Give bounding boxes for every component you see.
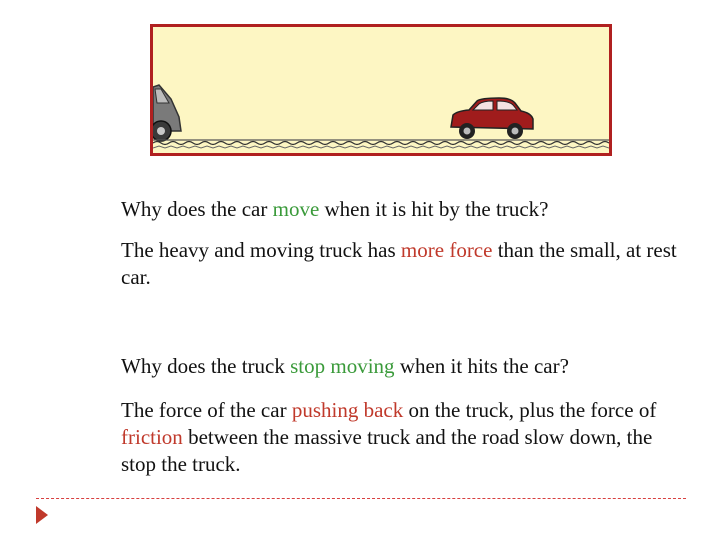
answer-1 bbox=[121, 237, 681, 291]
car-icon bbox=[451, 98, 533, 139]
a1-highlight: more force bbox=[400, 238, 493, 262]
play-arrow-icon[interactable] bbox=[36, 506, 48, 524]
truck-car-illustration bbox=[150, 24, 612, 156]
footer-divider bbox=[36, 498, 686, 499]
truck-icon bbox=[153, 85, 181, 141]
answer-2 bbox=[121, 397, 671, 478]
a2-text-middle: on the truck, plus the force of bbox=[403, 398, 657, 422]
a2-text-after: between the massive truck and the road slow down, the stop the truck. bbox=[121, 425, 653, 476]
q2-text-before: Why does the truck bbox=[121, 354, 291, 378]
a1-text-after: than the small, at rest car. bbox=[121, 238, 677, 289]
road-icon bbox=[153, 140, 609, 148]
q1-highlight: move bbox=[272, 197, 320, 221]
a2-highlight-friction: friction bbox=[121, 425, 183, 449]
a2-text-before: The force of the car bbox=[121, 398, 292, 422]
q2-text-after: when it hits the car? bbox=[394, 354, 569, 378]
a2-highlight-pushing-back: pushing back bbox=[291, 398, 404, 422]
q2-highlight: stop moving bbox=[290, 354, 395, 378]
collision-scene bbox=[153, 27, 609, 153]
a1-text-before: The heavy and moving truck has bbox=[121, 238, 401, 262]
q1-text-before: Why does the car bbox=[121, 197, 273, 221]
question-1 bbox=[121, 196, 681, 223]
q1-text-after: when it is hit by the truck? bbox=[319, 197, 549, 221]
question-2 bbox=[121, 353, 681, 380]
